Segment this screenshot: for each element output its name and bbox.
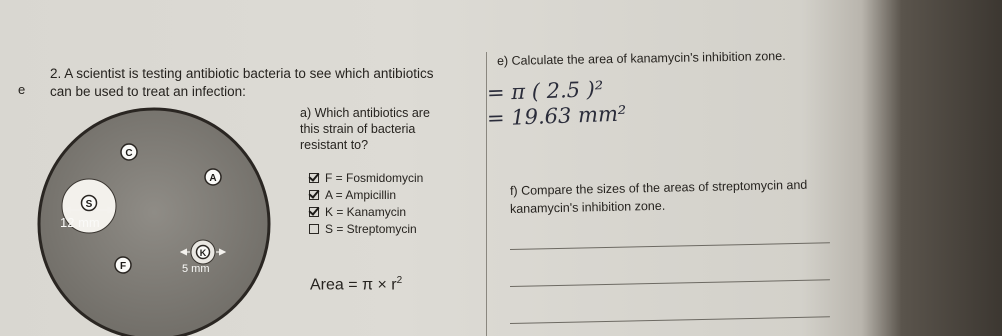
checkbox-empty-icon[interactable]	[309, 224, 319, 234]
petri-dish-diagram	[30, 100, 280, 336]
checkbox-checked-icon[interactable]	[309, 207, 319, 217]
part-a-question	[300, 105, 430, 153]
disk-label-f: F	[119, 261, 127, 272]
part-f-line-2: kanamycin's inhibition zone.	[509, 198, 666, 216]
margin-mark: e	[18, 82, 26, 97]
option-kanamycin[interactable]	[309, 204, 423, 221]
checkbox-checked-icon[interactable]	[309, 190, 319, 200]
part-a-line-3: resistant to?	[300, 138, 369, 152]
measure-5mm: 5 mm	[182, 263, 210, 275]
question-line-1: 2. A scientist is testing antibiotic bacteria to see which antibiotics	[50, 66, 434, 81]
disk-label-a: A	[209, 173, 217, 184]
option-fosmidomycin[interactable]	[309, 170, 423, 187]
option-label: K = Kanamycin	[325, 205, 407, 219]
option-label: A = Ampicillin	[325, 188, 397, 202]
part-a-line-2: this strain of bacteria	[300, 122, 416, 136]
option-label: S = Streptomycin	[325, 222, 417, 236]
measure-12mm: 12 mm	[60, 215, 100, 230]
handwritten-working-1: = π ( 2.5 )²	[486, 76, 604, 106]
question-line-2: can be used to treat an infection:	[50, 84, 246, 99]
part-e-question: e) Calculate the area of kanamycin's inhibition zone.	[496, 48, 786, 68]
option-ampicillin[interactable]	[309, 187, 423, 204]
disk-label-c: C	[125, 148, 133, 159]
option-streptomycin[interactable]	[309, 221, 423, 238]
formula-exponent: 2	[396, 275, 403, 286]
option-label: F = Fosmidomycin	[325, 171, 424, 185]
disk-label-s: S	[85, 199, 93, 210]
formula-text: Area = π × r	[310, 276, 397, 294]
antibiotic-options	[309, 170, 423, 238]
part-a-line-1: a) Which antibiotics are	[300, 106, 430, 120]
area-formula	[310, 275, 402, 294]
handwritten-answer: = 19.63 mm²	[486, 101, 627, 131]
part-f-line-1: f) Compare the sizes of the areas of streptomycin and	[509, 177, 808, 198]
disk-label-k: K	[199, 248, 207, 258]
checkbox-checked-icon[interactable]	[309, 173, 319, 183]
